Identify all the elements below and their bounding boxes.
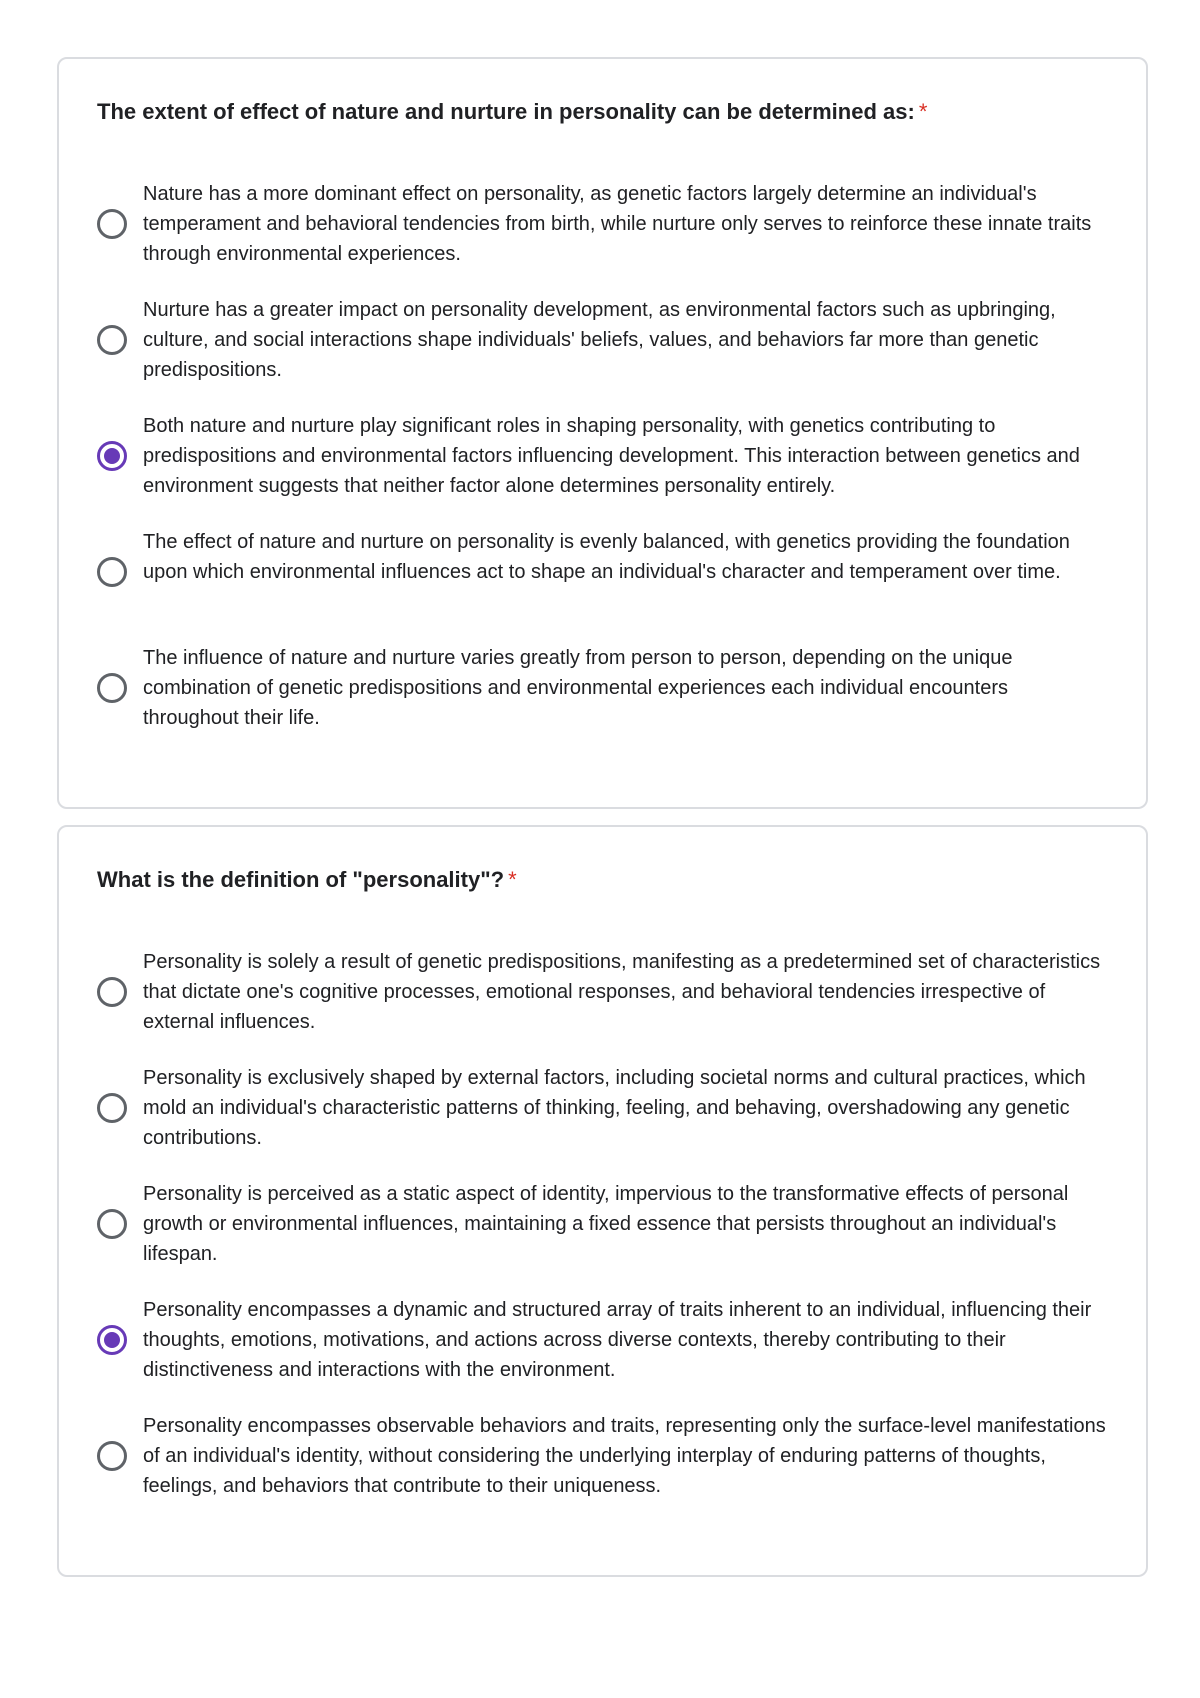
radio-option[interactable] — [97, 1179, 1108, 1269]
radio-option[interactable] — [97, 295, 1108, 385]
option-label: The effect of nature and nurture on personality is evenly balanced, with genetics providing the foundation upon which environmental influences act to shape an individual's character and temperament over time. — [143, 531, 1070, 583]
question-card-nature-nurture — [57, 57, 1148, 809]
radio-option[interactable] — [97, 1063, 1108, 1153]
required-marker: * — [508, 867, 517, 892]
option-label: Nature has a more dominant effect on personality, as genetic factors largely determine an individual's temperament and behavioral tendencies from birth, while nurture only serves to reinforce these innate traits through environmental experiences. — [143, 183, 1092, 265]
radio-button-unchecked[interactable] — [97, 209, 127, 239]
radio-button-unchecked[interactable] — [97, 325, 127, 355]
option-label: Nurture has a greater impact on personality development, as environmental factors such as upbringing, culture, and social interactions shape individuals' beliefs, values, and behaviors far more than genetic predispositions. — [143, 299, 1056, 381]
radio-button-unchecked[interactable] — [97, 1441, 127, 1471]
radio-button-unchecked[interactable] — [97, 1209, 127, 1239]
option-label: Both nature and nurture play significant roles in shaping personality, with genetics contributing to predispositions and environmental factors influencing development. This interaction between genetics and environment suggests that neither factor alone determines personality entirely. — [143, 415, 1080, 497]
radio-option[interactable] — [97, 1411, 1108, 1501]
radio-button-unchecked[interactable] — [97, 1093, 127, 1123]
question-title — [97, 97, 1108, 127]
radio-button-unchecked[interactable] — [97, 557, 127, 587]
question-title-text: The extent of effect of nature and nurture in personality can be determined as: — [97, 99, 915, 124]
radio-option[interactable] — [97, 947, 1108, 1037]
radio-option[interactable] — [97, 643, 1108, 733]
radio-group — [97, 179, 1108, 733]
radio-button-checked[interactable] — [97, 441, 127, 471]
radio-button-unchecked[interactable] — [97, 977, 127, 1007]
option-label: Personality encompasses a dynamic and structured array of traits inherent to an individual, influencing their thoughts, emotions, motivations, and actions across diverse contexts, thereby contributing to their distinctiveness and interactions with the environment. — [143, 1299, 1092, 1381]
question-title-text: What is the definition of "personality"? — [97, 867, 505, 892]
radio-option[interactable] — [97, 411, 1108, 501]
required-marker: * — [918, 99, 928, 124]
radio-button-checked[interactable] — [97, 1325, 127, 1355]
option-label: Personality is solely a result of genetic predispositions, manifesting as a predetermined set of characteristics that dictate one's cognitive processes, emotional responses, and behavioral tendencies irrespective of external influences. — [143, 951, 1101, 1033]
question-card-personality-definition — [57, 825, 1148, 1577]
option-label: Personality encompasses observable behaviors and traits, representing only the surface-level manifestations of an individual's identity, without considering the underlying interplay of enduring patterns of thoughts, feelings, and behaviors that contribute to their uniqueness. — [143, 1415, 1106, 1497]
radio-option[interactable] — [97, 527, 1108, 617]
option-label: The influence of nature and nurture varies greatly from person to person, depending on the unique combination of genetic predispositions and environmental experiences each individual encounters throughout their life. — [143, 647, 1013, 729]
option-label: Personality is exclusively shaped by external factors, including societal norms and cultural practices, which mold an individual's characteristic patterns of thinking, feeling, and behaving, overshadowing any genetic contributions. — [143, 1067, 1086, 1149]
question-title — [97, 865, 1108, 895]
radio-button-unchecked[interactable] — [97, 673, 127, 703]
radio-group — [97, 947, 1108, 1501]
radio-option[interactable] — [97, 179, 1108, 269]
radio-option[interactable] — [97, 1295, 1108, 1385]
option-label: Personality is perceived as a static aspect of identity, impervious to the transformative effects of personal growth or environmental influences, maintaining a fixed essence that persists throughout an individual's lifespan. — [143, 1183, 1069, 1265]
